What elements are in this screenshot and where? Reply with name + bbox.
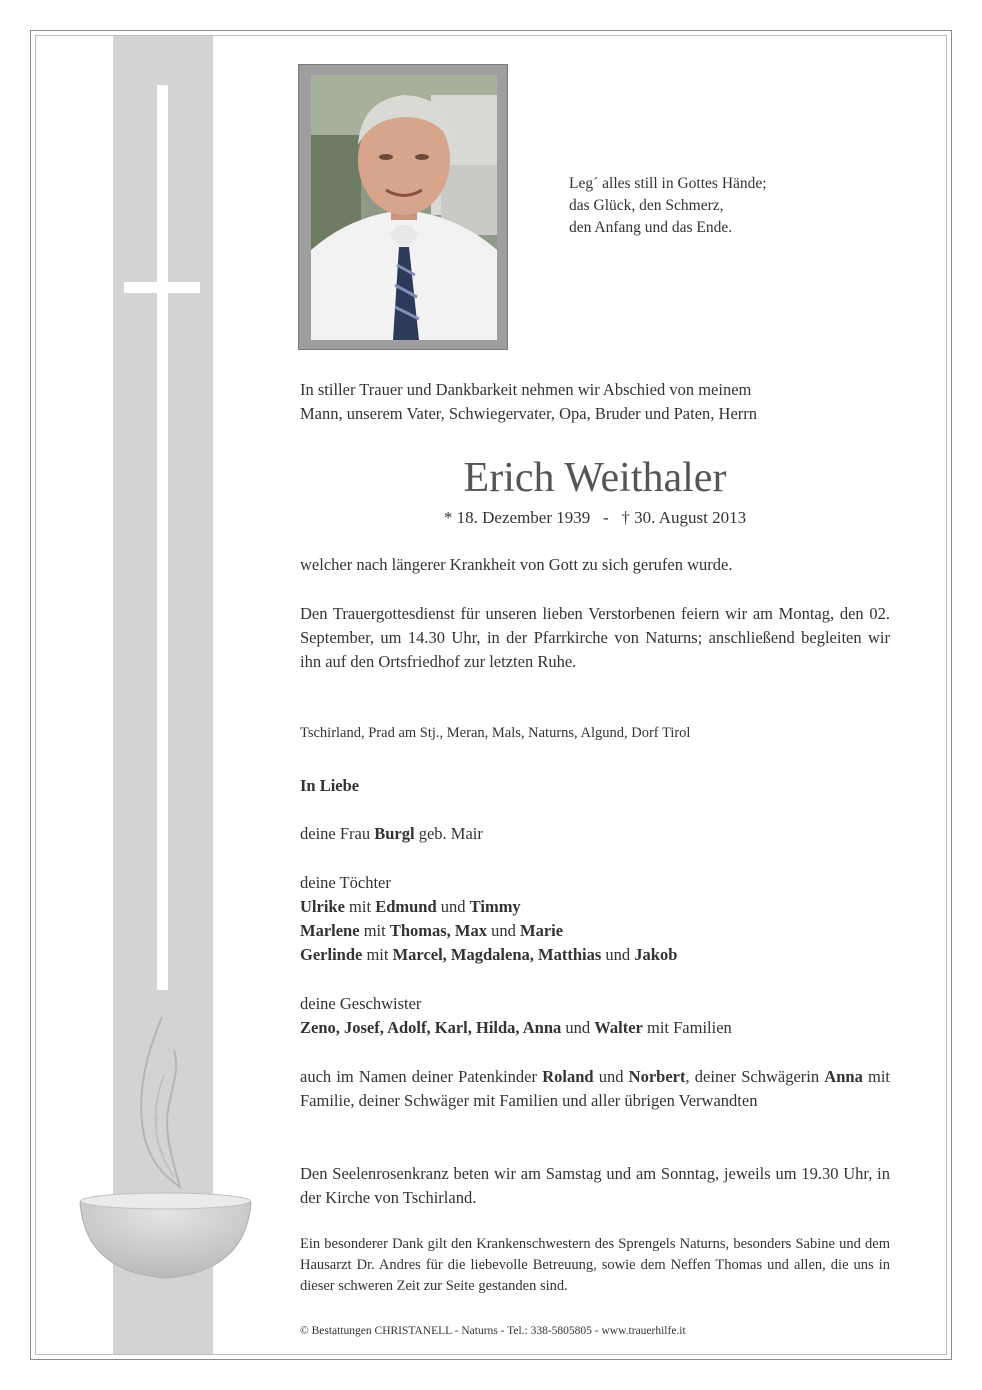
daughters-block <box>300 871 890 967</box>
wife-line <box>300 822 890 846</box>
wife-suffix: geb. Mair <box>418 824 483 843</box>
text-run: auch im Namen deiner Patenkinder <box>300 1067 537 1086</box>
verse <box>569 173 767 239</box>
siblings-block <box>300 992 890 1040</box>
in-liebe-heading <box>300 774 890 798</box>
connector: und <box>440 897 466 916</box>
family-names: Marie <box>520 921 564 940</box>
sibling-names: Zeno, Josef, Adolf, Karl, Hilda, Anna <box>300 1018 562 1037</box>
connector: mit <box>366 945 389 964</box>
daughter-line <box>300 943 890 967</box>
relative-name: Anna <box>824 1067 863 1086</box>
funeral-text: Den Trauergottesdienst für unseren lieben Verstorbenen feiern wir am Montag, den 02. September, um 14.30 Uhr, in der Pfarrkirche von Naturns; anschließend begleiten wir ihn auf den Ortsfriedhof zur letzten Ruhe. <box>300 604 890 671</box>
wife-name: Burgl <box>374 824 415 843</box>
connector: und <box>565 1018 591 1037</box>
daughter-name: Marlene <box>300 921 360 940</box>
verse-line: den Anfang und das Ende. <box>569 219 733 236</box>
verse-line: das Glück, den Schmerz, <box>569 197 724 214</box>
family-names: Marcel, Magdalena, Matthias <box>392 945 602 964</box>
siblings-heading: deine Geschwister <box>300 994 422 1013</box>
connector: mit <box>349 897 372 916</box>
connector: und <box>605 945 631 964</box>
deceased-name: Erich Weithaler <box>463 455 727 501</box>
intro-line: Mann, unserem Vater, Schwiegervater, Opa, Bruder und Paten, Herrn <box>300 404 758 423</box>
bowl-icon <box>78 1188 253 1280</box>
daughter-name: Ulrike <box>300 897 345 916</box>
intro-text <box>300 378 890 426</box>
places-text: Tschirland, Prad am Stj., Meran, Mals, Naturns, Algund, Dorf Tirol <box>300 725 691 741</box>
verse-line: Leg´ alles still in Gottes Hände; <box>569 175 767 192</box>
life-dates: * 18. Dezember 1939 - † 30. August 2013 <box>443 508 747 527</box>
godchild-name: Norbert <box>628 1067 686 1086</box>
siblings-line <box>300 1016 890 1040</box>
portrait-photo <box>311 75 497 340</box>
godchildren-text <box>300 1065 890 1113</box>
text-run: und <box>598 1067 624 1086</box>
cross-icon-bar <box>124 282 200 293</box>
flame-icon <box>134 1015 194 1190</box>
godchild-name: Roland <box>542 1067 594 1086</box>
family-names: Jakob <box>634 945 678 964</box>
rosary-text: Den Seelenrosenkranz beten wir am Samstag und am Sonntag, jeweils um 19.30 Uhr, in der Kirche von Tschirland. <box>300 1164 890 1207</box>
daughter-line <box>300 895 890 919</box>
family-names: Edmund <box>375 897 437 916</box>
siblings-suffix: mit Familien <box>647 1018 732 1037</box>
in-liebe-text: In Liebe <box>300 776 360 795</box>
daughters-heading: deine Töchter <box>300 873 391 892</box>
connector: mit <box>363 921 386 940</box>
illness-text: welcher nach längerer Krankheit von Gott zu sich gerufen wurde. <box>300 555 733 574</box>
connector: und <box>491 921 516 940</box>
intro-line: In stiller Trauer und Dankbarkeit nehmen wir Abschied von meinem <box>300 380 752 399</box>
text-run: , deiner Schwägerin <box>685 1067 820 1086</box>
sibling-name: Walter <box>594 1018 643 1037</box>
text-run: mit Familie, deiner Schwäger mit Familien und aller übrigen Verwandten <box>300 1067 891 1110</box>
daughter-line <box>300 919 890 943</box>
cross-icon <box>157 85 168 990</box>
family-names: Timmy <box>469 897 521 916</box>
wife-prefix: deine Frau <box>300 824 371 843</box>
daughter-name: Gerlinde <box>300 945 363 964</box>
thanks-text: Ein besonderer Dank gilt den Krankenschwestern des Sprengels Naturns, besonders Sabine und dem Hausarzt Dr. Andres für die liebevolle Betreuung, sowie dem Neffen Thomas und allen, die uns in dieser schweren Zeit zur Seite gestanden sind. <box>300 1236 890 1294</box>
footer-credit: © Bestattungen CHRISTANELL - Naturns - Tel.: 338-5805805 - www.trauerhilfe.it <box>300 1325 686 1337</box>
family-names: Thomas, Max <box>389 921 487 940</box>
